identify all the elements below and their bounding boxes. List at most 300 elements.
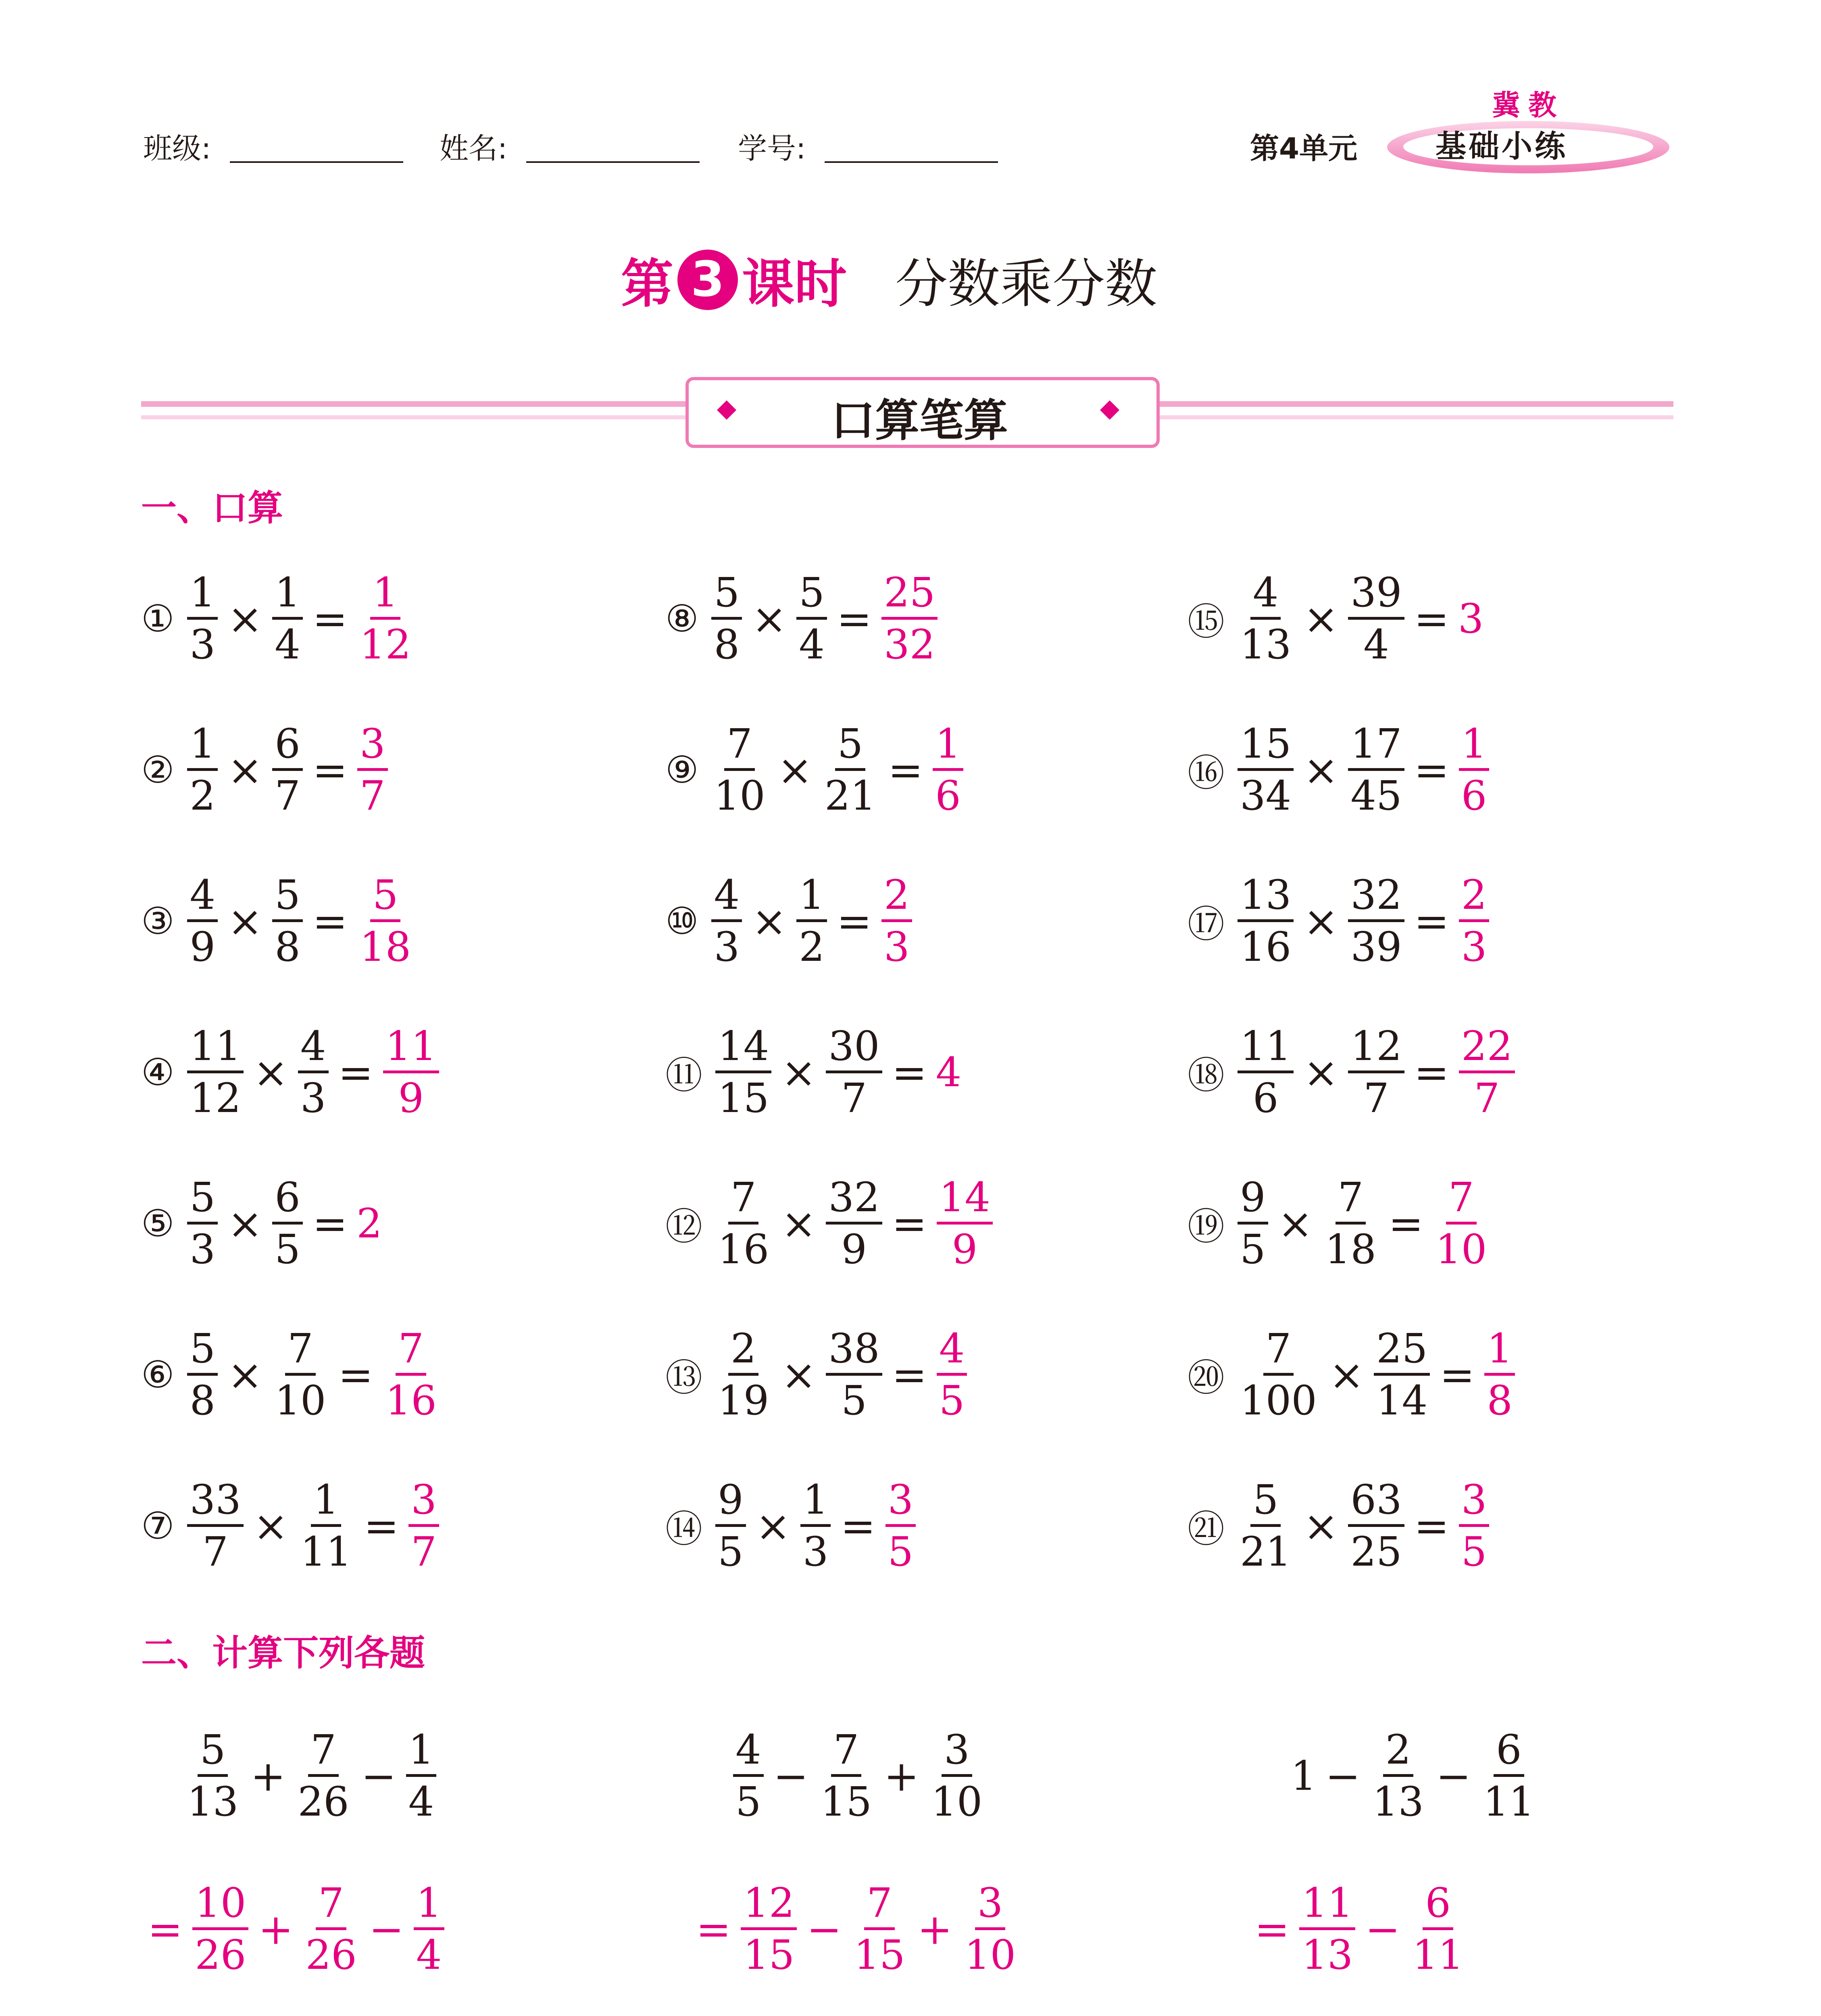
fraction bbox=[852, 1879, 908, 1979]
numerator: 3 bbox=[408, 1480, 439, 1527]
mental-math-problem bbox=[141, 871, 417, 971]
equals-operator: = bbox=[1414, 1501, 1449, 1551]
times-operator: × bbox=[752, 896, 787, 946]
denominator: 7 bbox=[411, 1528, 437, 1575]
operator: − bbox=[1325, 1751, 1361, 1801]
fraction bbox=[406, 1726, 437, 1825]
denominator: 5 bbox=[939, 1377, 965, 1424]
times-operator: × bbox=[781, 1350, 817, 1400]
operator: + bbox=[258, 1904, 294, 1954]
numerator: 7 bbox=[1263, 1329, 1294, 1376]
lesson-number-badge: 3 bbox=[677, 250, 738, 310]
numerator: 6 bbox=[272, 1177, 303, 1225]
problem-index: ② bbox=[141, 748, 175, 791]
fraction bbox=[826, 1325, 882, 1424]
mental-math-problem bbox=[1188, 871, 1492, 971]
answer bbox=[1484, 1325, 1515, 1424]
fraction bbox=[1481, 1726, 1537, 1825]
fraction bbox=[295, 1726, 351, 1825]
equals-operator: = bbox=[364, 1501, 399, 1551]
denominator: 9 bbox=[952, 1226, 978, 1273]
equals-operator: = bbox=[312, 594, 348, 644]
times-operator: × bbox=[1303, 896, 1339, 946]
denominator: 16 bbox=[385, 1377, 437, 1424]
denominator: 5 bbox=[1461, 1528, 1487, 1575]
numerator: 4 bbox=[298, 1026, 329, 1073]
equals-operator: = bbox=[888, 745, 923, 795]
problem-index: ⑭ bbox=[665, 1507, 703, 1551]
operator: − bbox=[806, 1904, 842, 1954]
denominator: 11 bbox=[1483, 1778, 1535, 1825]
problem-index: ⑯ bbox=[1188, 751, 1225, 795]
denominator: 26 bbox=[195, 1931, 246, 1979]
numerator: 5 bbox=[711, 573, 742, 620]
numerator: 39 bbox=[1348, 573, 1404, 620]
numerator: 12 bbox=[1348, 1026, 1404, 1073]
operator: − bbox=[773, 1751, 808, 1801]
denominator: 3 bbox=[802, 1528, 829, 1575]
numerator: 1 bbox=[796, 875, 827, 922]
equals-operator: = bbox=[148, 1904, 183, 1954]
answer bbox=[1459, 1476, 1490, 1575]
times-operator: × bbox=[227, 1199, 263, 1248]
equals-operator: = bbox=[1388, 1199, 1424, 1248]
answer bbox=[383, 1023, 439, 1122]
numerator: 4 bbox=[711, 875, 742, 922]
numerator: 10 bbox=[192, 1883, 248, 1930]
numerator: 17 bbox=[1348, 724, 1404, 771]
fraction bbox=[711, 871, 742, 971]
title-prefix: 第 bbox=[621, 253, 674, 314]
mental-math-problem bbox=[1188, 1023, 1518, 1122]
equals-operator: = bbox=[836, 594, 872, 644]
fraction bbox=[711, 720, 767, 819]
fraction bbox=[796, 569, 827, 668]
denominator: 12 bbox=[190, 1075, 241, 1122]
denominator: 21 bbox=[824, 772, 876, 819]
numerator: 1 bbox=[406, 1730, 437, 1777]
denominator: 10 bbox=[964, 1931, 1016, 1979]
denominator: 6 bbox=[935, 772, 961, 819]
denominator: 11 bbox=[1412, 1931, 1464, 1979]
fraction bbox=[272, 871, 303, 971]
fraction bbox=[715, 1174, 771, 1273]
fraction bbox=[1370, 1726, 1426, 1825]
denominator: 100 bbox=[1240, 1377, 1317, 1424]
fraction bbox=[1348, 720, 1404, 819]
equals-operator: = bbox=[892, 1048, 927, 1097]
equals-operator: = bbox=[1414, 745, 1449, 795]
equals-operator: = bbox=[1254, 1904, 1290, 1954]
numerator: 5 bbox=[187, 1177, 218, 1225]
fraction bbox=[414, 1879, 444, 1979]
times-operator: × bbox=[227, 594, 263, 644]
times-operator: × bbox=[1303, 1048, 1339, 1097]
fraction bbox=[962, 1879, 1018, 1979]
fraction bbox=[826, 1023, 882, 1122]
times-operator: × bbox=[752, 594, 787, 644]
answer bbox=[1459, 720, 1490, 819]
denominator: 8 bbox=[190, 1377, 216, 1424]
denominator: 16 bbox=[718, 1226, 769, 1273]
denominator: 5 bbox=[735, 1778, 761, 1825]
denominator: 5 bbox=[1240, 1226, 1266, 1273]
calc-step bbox=[690, 1879, 1021, 1979]
times-operator: × bbox=[1303, 1501, 1339, 1551]
denominator: 45 bbox=[1350, 772, 1402, 819]
times-operator: × bbox=[227, 745, 263, 795]
numerator: 1 bbox=[311, 1480, 342, 1527]
mental-math-problem bbox=[665, 720, 967, 819]
fraction bbox=[1410, 1879, 1466, 1979]
fraction bbox=[741, 1879, 797, 1979]
numerator: 5 bbox=[187, 1329, 218, 1376]
numerator: 1 bbox=[1484, 1329, 1515, 1376]
denominator: 26 bbox=[305, 1931, 357, 1979]
denominator: 8 bbox=[1487, 1377, 1513, 1424]
times-operator: × bbox=[777, 745, 813, 795]
fraction bbox=[187, 1325, 218, 1424]
denominator: 15 bbox=[743, 1931, 795, 1979]
denominator: 15 bbox=[854, 1931, 905, 1979]
calc-expression bbox=[181, 1726, 440, 1825]
denominator: 7 bbox=[1363, 1075, 1389, 1122]
numerator: 33 bbox=[187, 1480, 243, 1527]
numerator: 3 bbox=[975, 1883, 1006, 1930]
equals-operator: = bbox=[836, 896, 872, 946]
problem-index: ⑤ bbox=[141, 1202, 175, 1245]
numerator: 3 bbox=[942, 1730, 972, 1777]
banner-title: 口算笔算 bbox=[831, 395, 1008, 446]
denominator: 18 bbox=[360, 923, 411, 971]
denominator: 13 bbox=[187, 1778, 239, 1825]
fraction bbox=[1323, 1174, 1379, 1273]
brand-publisher: 冀教 bbox=[1492, 89, 1565, 122]
fraction bbox=[1348, 871, 1404, 971]
fraction bbox=[715, 1476, 746, 1575]
fraction bbox=[298, 1023, 329, 1122]
equals-operator: = bbox=[1414, 896, 1449, 946]
answer bbox=[357, 871, 413, 971]
denominator: 14 bbox=[1376, 1377, 1428, 1424]
problem-index: ⑬ bbox=[665, 1356, 703, 1400]
fraction bbox=[715, 1023, 771, 1122]
equals-operator: = bbox=[338, 1048, 373, 1097]
answer: 4 bbox=[936, 1049, 962, 1096]
numerator: 7 bbox=[864, 1883, 895, 1930]
operator: − bbox=[1436, 1751, 1471, 1801]
fraction bbox=[1374, 1325, 1430, 1424]
denominator: 5 bbox=[888, 1528, 914, 1575]
fraction bbox=[822, 720, 878, 819]
numerator: 11 bbox=[1238, 1026, 1294, 1073]
problem-index: ⑱ bbox=[1188, 1054, 1225, 1097]
answer: 2 bbox=[356, 1200, 382, 1247]
numerator: 7 bbox=[1336, 1177, 1366, 1225]
student-id-label: 学号: bbox=[738, 131, 806, 165]
equals-operator: = bbox=[696, 1904, 731, 1954]
mental-math-problem bbox=[665, 1023, 964, 1122]
times-operator: × bbox=[253, 1501, 288, 1551]
numerator: 2 bbox=[1383, 1730, 1414, 1777]
numerator: 15 bbox=[1238, 724, 1294, 771]
mental-math-problem bbox=[141, 1476, 442, 1575]
numerator: 7 bbox=[396, 1329, 426, 1376]
numerator: 25 bbox=[881, 573, 938, 620]
problem-index: ⑦ bbox=[141, 1504, 175, 1547]
denominator: 8 bbox=[714, 621, 740, 668]
denominator: 21 bbox=[1240, 1528, 1292, 1575]
numerator: 4 bbox=[1250, 573, 1281, 620]
fraction bbox=[187, 1174, 218, 1273]
fraction bbox=[187, 720, 218, 819]
name-blank[interactable] bbox=[526, 161, 700, 163]
class-blank[interactable] bbox=[230, 161, 403, 163]
fraction bbox=[1348, 569, 1404, 668]
problem-index: ⑥ bbox=[141, 1353, 175, 1396]
fraction bbox=[1299, 1879, 1355, 1979]
denominator: 7 bbox=[275, 772, 300, 819]
denominator: 7 bbox=[841, 1075, 867, 1122]
numerator: 11 bbox=[383, 1026, 439, 1073]
numerator: 7 bbox=[316, 1883, 346, 1930]
denominator: 3 bbox=[884, 923, 910, 971]
denominator: 4 bbox=[416, 1931, 442, 1979]
denominator: 9 bbox=[841, 1226, 867, 1273]
fraction bbox=[187, 871, 218, 971]
denominator: 4 bbox=[1363, 621, 1389, 668]
denominator: 4 bbox=[799, 621, 825, 668]
denominator: 13 bbox=[1240, 621, 1292, 668]
fraction bbox=[303, 1879, 359, 1979]
numerator: 38 bbox=[826, 1329, 882, 1376]
fraction bbox=[711, 569, 742, 668]
problem-index: ④ bbox=[141, 1051, 175, 1094]
calc-step bbox=[1248, 1879, 1469, 1979]
times-operator: × bbox=[781, 1048, 817, 1097]
fraction bbox=[185, 1726, 241, 1825]
problem-index: ⑳ bbox=[1188, 1356, 1225, 1400]
mental-math-problem bbox=[665, 1174, 996, 1273]
times-operator: × bbox=[1303, 745, 1339, 795]
denominator: 13 bbox=[1372, 1778, 1424, 1825]
numerator: 5 bbox=[1250, 1480, 1281, 1527]
fraction bbox=[272, 1174, 303, 1273]
calc-step bbox=[141, 1879, 448, 1979]
numerator: 7 bbox=[724, 724, 755, 771]
fraction bbox=[715, 1325, 771, 1424]
denominator: 5 bbox=[718, 1528, 744, 1575]
answer bbox=[933, 720, 963, 819]
times-operator: × bbox=[227, 896, 263, 946]
numerator: 32 bbox=[1348, 875, 1404, 922]
denominator: 2 bbox=[799, 923, 825, 971]
numerator: 7 bbox=[285, 1329, 316, 1376]
fraction bbox=[800, 1476, 831, 1575]
numerator: 9 bbox=[715, 1480, 746, 1527]
mental-math-problem bbox=[665, 1476, 919, 1575]
numerator: 7 bbox=[308, 1730, 339, 1777]
times-operator: × bbox=[227, 1350, 263, 1400]
numerator: 1 bbox=[187, 573, 218, 620]
numerator: 11 bbox=[1299, 1883, 1355, 1930]
numerator: 11 bbox=[187, 1026, 243, 1073]
numerator: 63 bbox=[1348, 1480, 1404, 1527]
mental-math-problem bbox=[1188, 1325, 1518, 1424]
numerator: 1 bbox=[1459, 724, 1490, 771]
name-label: 姓名: bbox=[440, 131, 508, 165]
fraction bbox=[1238, 1023, 1294, 1122]
denominator: 3 bbox=[300, 1075, 326, 1122]
numerator: 6 bbox=[1423, 1883, 1453, 1930]
problem-index: ⑪ bbox=[665, 1054, 703, 1097]
lesson-subtitle: 分数乘分数 bbox=[895, 253, 1158, 314]
denominator: 16 bbox=[1240, 923, 1292, 971]
numerator: 5 bbox=[835, 724, 866, 771]
mental-math-problem bbox=[141, 569, 417, 668]
numerator: 12 bbox=[741, 1883, 797, 1930]
operator: − bbox=[361, 1751, 396, 1801]
operator: − bbox=[1365, 1904, 1400, 1954]
denominator: 11 bbox=[300, 1528, 352, 1575]
answer bbox=[357, 569, 413, 668]
numerator: 7 bbox=[1446, 1177, 1477, 1225]
numerator: 14 bbox=[715, 1026, 771, 1073]
integer: 1 bbox=[1291, 1752, 1317, 1799]
problem-index: ⑲ bbox=[1188, 1205, 1225, 1248]
numerator: 1 bbox=[272, 573, 303, 620]
numerator: 5 bbox=[198, 1730, 228, 1777]
mental-math-problem bbox=[141, 720, 391, 819]
numerator: 4 bbox=[733, 1730, 764, 1777]
numerator: 22 bbox=[1459, 1026, 1515, 1073]
answer bbox=[1433, 1174, 1489, 1273]
denominator: 9 bbox=[190, 923, 216, 971]
problem-index: ⑮ bbox=[1188, 600, 1225, 644]
answer bbox=[881, 871, 912, 971]
numerator: 3 bbox=[885, 1480, 916, 1527]
denominator: 7 bbox=[202, 1528, 228, 1575]
denominator: 6 bbox=[1252, 1075, 1279, 1122]
denominator: 32 bbox=[884, 621, 936, 668]
fraction bbox=[1238, 720, 1294, 819]
numerator: 2 bbox=[881, 875, 912, 922]
fraction bbox=[1238, 1174, 1268, 1273]
denominator: 4 bbox=[275, 621, 300, 668]
denominator: 15 bbox=[718, 1075, 769, 1122]
answer bbox=[408, 1476, 439, 1575]
numerator: 4 bbox=[187, 875, 218, 922]
numerator: 32 bbox=[826, 1177, 882, 1225]
fraction bbox=[1238, 1325, 1319, 1424]
denominator: 7 bbox=[360, 772, 385, 819]
numerator: 5 bbox=[272, 875, 303, 922]
denominator: 25 bbox=[1350, 1528, 1402, 1575]
denominator: 10 bbox=[1436, 1226, 1487, 1273]
section-heading-calculate: 二、计算下列各题 bbox=[141, 1632, 425, 1674]
brand-name: 基础小练 bbox=[1436, 128, 1568, 164]
answer bbox=[885, 1476, 916, 1575]
times-operator: × bbox=[1277, 1199, 1313, 1248]
equals-operator: = bbox=[338, 1350, 373, 1400]
fraction bbox=[818, 1726, 874, 1825]
numerator: 4 bbox=[937, 1329, 967, 1376]
denominator: 13 bbox=[1302, 1931, 1353, 1979]
problem-index: ⑨ bbox=[665, 748, 699, 791]
operator: + bbox=[250, 1751, 286, 1801]
numerator: 14 bbox=[937, 1177, 993, 1225]
denominator: 4 bbox=[408, 1778, 434, 1825]
fraction bbox=[1348, 1023, 1404, 1122]
class-label: 班级: bbox=[143, 131, 211, 165]
numerator: 2 bbox=[1459, 875, 1490, 922]
operator: + bbox=[884, 1751, 919, 1801]
denominator: 5 bbox=[275, 1226, 300, 1273]
numerator: 3 bbox=[357, 724, 388, 771]
numerator: 6 bbox=[272, 724, 303, 771]
answer bbox=[1459, 1023, 1515, 1122]
denominator: 7 bbox=[1474, 1075, 1500, 1122]
times-operator: × bbox=[781, 1199, 817, 1248]
denominator: 10 bbox=[275, 1377, 326, 1424]
fraction bbox=[1238, 569, 1294, 668]
problem-index: ⑩ bbox=[665, 900, 699, 943]
fraction bbox=[929, 1726, 985, 1825]
numerator: 1 bbox=[933, 724, 963, 771]
calc-expression bbox=[730, 1726, 988, 1825]
fraction bbox=[826, 1174, 882, 1273]
denominator: 6 bbox=[1461, 772, 1487, 819]
fraction bbox=[187, 569, 218, 668]
denominator: 19 bbox=[718, 1377, 769, 1424]
calc-expression bbox=[1288, 1726, 1540, 1825]
mental-math-problem bbox=[665, 569, 941, 668]
mental-math-problem bbox=[1188, 569, 1486, 668]
numerator: 9 bbox=[1238, 1177, 1268, 1225]
denominator: 5 bbox=[841, 1377, 867, 1424]
numerator: 7 bbox=[831, 1730, 862, 1777]
mental-math-problem bbox=[1188, 1174, 1492, 1273]
denominator: 8 bbox=[275, 923, 300, 971]
mental-math-problem bbox=[141, 1174, 385, 1273]
denominator: 3 bbox=[190, 1226, 216, 1273]
numerator: 1 bbox=[800, 1480, 831, 1527]
equals-operator: = bbox=[1414, 594, 1449, 644]
numerator: 7 bbox=[728, 1177, 759, 1225]
answer bbox=[1459, 871, 1490, 971]
fraction bbox=[1348, 1476, 1404, 1575]
fraction bbox=[187, 1023, 243, 1122]
times-operator: × bbox=[1329, 1350, 1365, 1400]
equals-operator: = bbox=[312, 896, 348, 946]
denominator: 10 bbox=[931, 1778, 983, 1825]
answer bbox=[881, 569, 938, 668]
numerator: 1 bbox=[370, 573, 401, 620]
equals-operator: = bbox=[1414, 1048, 1449, 1097]
title-suffix: 课时 bbox=[742, 253, 847, 314]
mental-math-problem bbox=[141, 1023, 442, 1122]
unit-label: 第4单元 bbox=[1250, 131, 1358, 165]
equals-operator: = bbox=[1440, 1350, 1475, 1400]
student-id-blank[interactable] bbox=[825, 161, 998, 163]
section-heading-mental-math: 一、口算 bbox=[141, 487, 283, 529]
mental-math-problem bbox=[1188, 720, 1492, 819]
answer bbox=[357, 720, 388, 819]
denominator: 3 bbox=[190, 621, 216, 668]
equals-operator: = bbox=[840, 1501, 876, 1551]
fraction bbox=[796, 871, 827, 971]
answer bbox=[383, 1325, 439, 1424]
